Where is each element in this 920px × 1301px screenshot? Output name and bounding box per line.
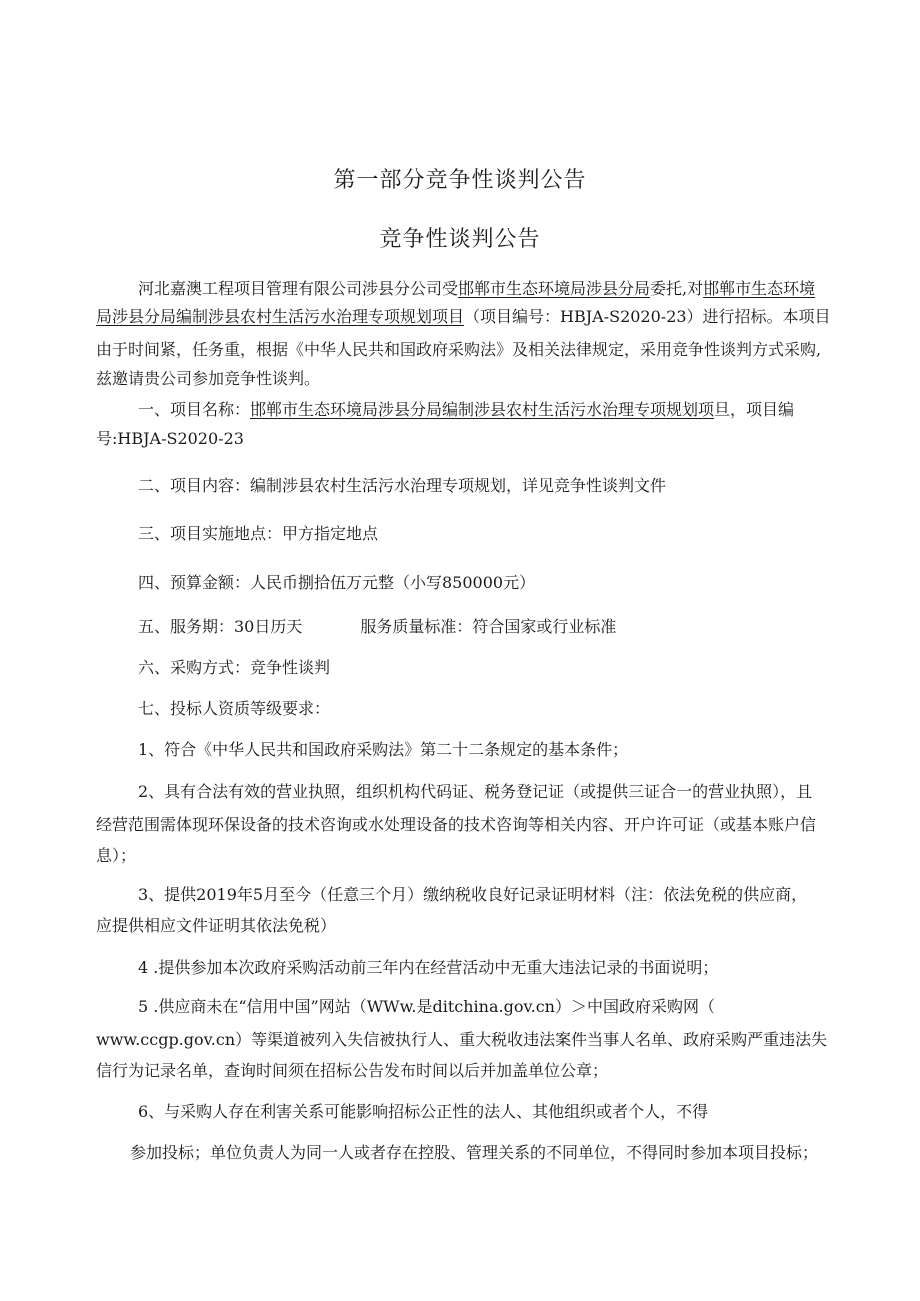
requirement-5-line-2: www.ccgp.gov.cn）等渠道被列入失信被执行人、重大税收违法案件当事人名单、政府采购严重违法失: [96, 1030, 828, 1049]
item-5-quality-standard: 服务质量标准：符合国家或行业标准: [360, 617, 617, 636]
notice-title: 竞争性谈判公告: [379, 227, 541, 252]
part-title: 第一部分竞争性谈判公告: [333, 168, 587, 193]
intro-entrust: 委托,对: [650, 279, 704, 298]
item-3: 三、项目实施地点：甲方指定地点: [138, 524, 379, 543]
requirement-3-line-2: 应提供相应文件证明其依法免税）: [96, 916, 337, 935]
requirement-6-line-2: 参加投标；单位负责人为同一人或者存在控股、管理关系的不同单位，不得同时参加本项目投标；: [130, 1143, 819, 1162]
intro-project-name: 局涉县分局编制涉县农村生活污水治理专项规划项目: [96, 307, 465, 326]
item-4: 四、预算金额：人民币捌拾伍万元整（小写850000元）: [138, 573, 536, 592]
requirement-5-line-3: 信行为记录名单，查询时间须在招标公告发布时间以后并加盖单位公章；: [96, 1061, 609, 1080]
requirement-5-line-1: 5 .供应商未在“信用中国”网站（WWw.是ditchina.gov.cn）＞中国政府采购网（: [138, 997, 715, 1016]
item-1-label: 一、项目名称：: [138, 400, 251, 419]
item-1-line-2: 号:HBJA-S2020-23: [96, 429, 244, 448]
intro-line-4: 兹邀请贵公司参加竞争性谈判。: [96, 369, 321, 388]
requirement-2-line-3: 息）；: [96, 846, 137, 865]
item-2: 二、项目内容：编制涉县农村生活污水治理专项规划，详见竞争性谈判文件: [138, 476, 667, 495]
intro-project-start: 邯郸市生态环境: [703, 279, 816, 298]
requirement-2-line-2: 经营范围需体现环保设备的技术咨询或水处理设备的技术咨询等相关内容、开户许可证（或基本账户信: [96, 815, 817, 834]
requirement-1: 1、符合《中华人民共和国政府采购法》第二十二条规定的基本条件；: [138, 740, 629, 759]
item-1-suffix: 旦，项目编: [714, 400, 795, 419]
intro-agency: 河北嘉澳工程项目管理有限公司涉县分公司受: [138, 279, 459, 298]
requirement-4: 4 .提供参加本次政府采购活动前三年内在经营活动中无重大违法记录的书面说明；: [138, 958, 719, 977]
item-1-line-1: [138, 398, 794, 422]
item-1-project-name: 邯郸市生态环境局涉县分局编制涉县农村生活污水治理专项规划项: [250, 400, 715, 419]
intro-line-3: 由于时间紧，任务重，根据《中华人民共和国政府采购法》及相关法律规定，采用竞争性谈判方式采购,: [96, 340, 822, 359]
item-5-service-period: 五、服务期：30日历天: [138, 617, 303, 636]
intro-client: 邯郸市生态环境局涉县分局: [458, 279, 651, 298]
item-6: 六、采购方式：竞争性谈判: [138, 658, 331, 677]
requirement-3-line-1: 3、提供2019年5月至今（任意三个月）缴纳税收良好记录证明材料（注：依法免税的供应商，: [138, 885, 808, 904]
intro-line-2: [96, 305, 831, 329]
intro-project-code: （项目编号：HBJA-S2020-23）进行招标。本项目: [464, 307, 831, 326]
requirement-6-line-1: 6、与采购人存在利害关系可能影响招标公正性的法人、其他组织或者个人，不得: [138, 1102, 709, 1121]
intro-line-1: [138, 277, 815, 301]
item-7: 七、投标人资质等级要求：: [138, 699, 331, 718]
item-5: [138, 615, 616, 639]
requirement-2-line-1: 2、具有合法有效的营业执照，组织机构代码证、税务登记证（或提供三证合一的营业执照），且: [138, 782, 813, 801]
